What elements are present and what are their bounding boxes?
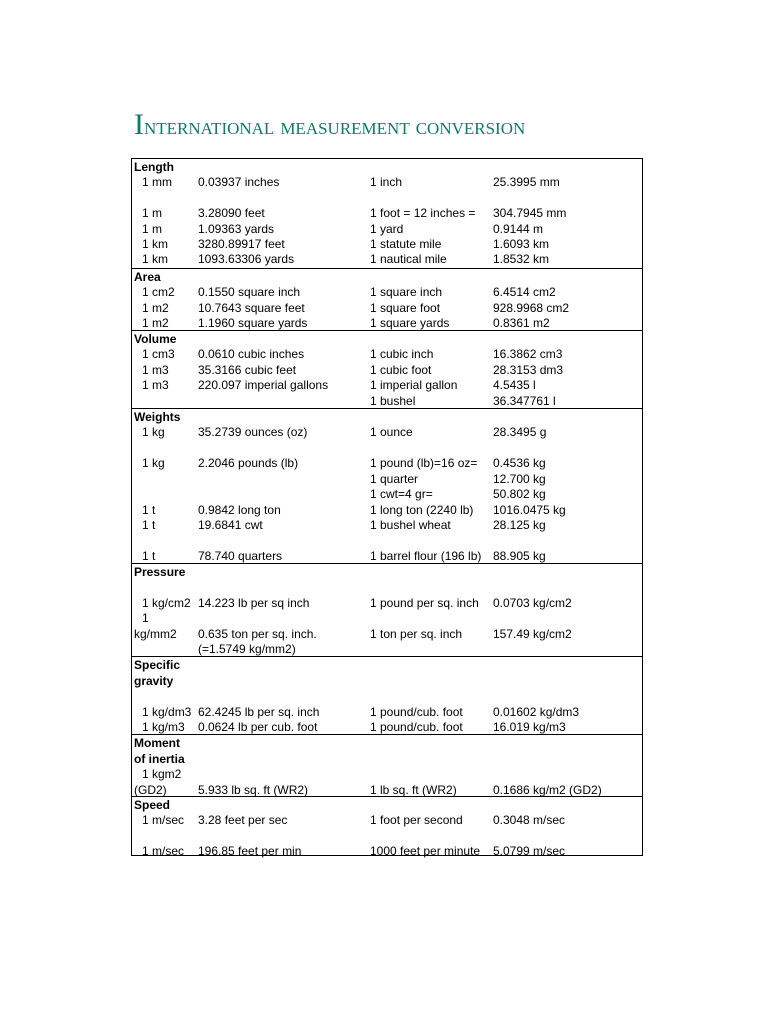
imperial-unit-cell: 1 cubic foot (370, 363, 432, 377)
table-row (132, 455, 642, 471)
table-row (132, 284, 642, 300)
section-heading: gravity (134, 674, 174, 688)
imperial-unit-cell: 1 pound/cub. foot (370, 705, 463, 719)
table-row (132, 766, 642, 782)
equivalent-cell: 19.6841 cwt (198, 518, 263, 532)
equivalent-cell: (=1.5749 kg/mm2) (198, 642, 296, 656)
imperial-unit-cell: 1 pound per sq. inch (370, 596, 479, 610)
metric-value-cell: 0.01602 kg/dm3 (493, 705, 580, 719)
imperial-unit-cell: 1 ton per sq. inch (370, 627, 463, 641)
table-row (132, 424, 642, 440)
table-row (132, 641, 642, 657)
metric-unit-cell: 1 kg/m3 (142, 720, 185, 734)
table-row (132, 719, 642, 735)
table-row (132, 174, 642, 190)
table-row (132, 843, 642, 859)
imperial-unit-cell: 1 quarter (370, 472, 419, 486)
metric-unit-cell: 1 m3 (142, 363, 169, 377)
metric-unit-cell: 1 m2 (142, 301, 169, 315)
section-heading: Moment (134, 736, 180, 750)
equivalent-cell: 0.0624 lb per cub. foot (198, 720, 318, 734)
metric-value-cell: 16.019 kg/m3 (493, 720, 566, 734)
metric-unit-cell: (GD2) (134, 783, 167, 797)
metric-unit-cell: 1 (142, 611, 149, 625)
table-row (132, 221, 642, 237)
section-heading: Area (134, 270, 161, 284)
metric-unit-cell: 1 kg/cm2 (142, 596, 191, 610)
section-area (132, 268, 642, 331)
table-row (132, 251, 642, 267)
metric-unit-cell: 1 m (142, 206, 163, 220)
metric-value-cell: 28.3495 g (493, 425, 547, 439)
metric-value-cell: 0.0703 kg/cm2 (493, 596, 572, 610)
imperial-unit-cell: 1 barrel flour (196 lb) (370, 549, 482, 563)
imperial-unit-cell: 1 square foot (370, 301, 441, 315)
imperial-unit-cell: 1 inch (370, 175, 403, 189)
table-row (132, 548, 642, 564)
metric-unit-cell: 1 kg (142, 425, 165, 439)
title-initial: I (134, 108, 144, 141)
metric-unit-cell: 1 km (142, 252, 169, 266)
metric-unit-cell: 1 m3 (142, 378, 169, 392)
table-row (132, 300, 642, 316)
imperial-unit-cell: 1 cubic inch (370, 347, 434, 361)
equivalent-cell: 220.097 imperial gallons (198, 378, 329, 392)
section-speed (132, 796, 642, 858)
imperial-unit-cell: 1 imperial gallon (370, 378, 458, 392)
equivalent-cell: 1093.63306 yards (198, 252, 295, 266)
metric-value-cell: 28.3153 dm3 (493, 363, 564, 377)
imperial-unit-cell: 1 nautical mile (370, 252, 447, 266)
metric-value-cell: 28.125 kg (493, 518, 546, 532)
equivalent-cell: 0.03937 inches (198, 175, 280, 189)
table-row (132, 362, 642, 378)
imperial-unit-cell: 1 bushel (370, 394, 416, 408)
metric-unit-cell: 1 kg/dm3 (142, 705, 192, 719)
equivalent-cell: 1.09363 yards (198, 222, 275, 236)
metric-value-cell: 4.5435 l (493, 378, 536, 392)
page-title (134, 108, 646, 148)
imperial-unit-cell: 1 foot = 12 inches = (370, 206, 476, 220)
table-row (132, 812, 642, 828)
metric-unit-cell: 1 m (142, 222, 163, 236)
imperial-unit-cell: 1 square inch (370, 285, 443, 299)
metric-value-cell: 25.3995 mm (493, 175, 560, 189)
imperial-unit-cell: 1 statute mile (370, 237, 442, 251)
imperial-unit-cell: 1 pound/cub. foot (370, 720, 463, 734)
equivalent-cell: 5.933 lb sq. ft (WR2) (198, 783, 309, 797)
metric-unit-cell: 1 mm (142, 175, 172, 189)
table-row (132, 626, 642, 642)
metric-unit-cell: 1 t (142, 549, 156, 563)
table-row (132, 471, 642, 487)
table-row (132, 205, 642, 221)
metric-unit-cell: 1 m2 (142, 316, 169, 330)
equivalent-cell: 78.740 quarters (198, 549, 283, 563)
imperial-unit-cell: 1 foot per second (370, 813, 463, 827)
metric-value-cell: 928.9968 cm2 (493, 301, 570, 315)
section-heading: Length (134, 160, 174, 174)
metric-unit-cell: 1 t (142, 503, 156, 517)
equivalent-cell: 2.2046 pounds (lb) (198, 456, 299, 470)
metric-unit-cell: 1 kg (142, 456, 165, 470)
metric-value-cell: 0.8361 m2 (493, 316, 550, 330)
section-heading: Speed (134, 798, 171, 812)
metric-value-cell: 88.905 kg (493, 549, 546, 563)
section-heading: Specific (134, 658, 181, 672)
equivalent-cell: 0.0610 cubic inches (198, 347, 305, 361)
metric-unit-cell: 1 m/sec (142, 813, 185, 827)
imperial-unit-cell: 1 long ton (2240 lb) (370, 503, 474, 517)
table-row (132, 393, 642, 409)
section-pressure (132, 563, 642, 657)
equivalent-cell: 35.2739 ounces (oz) (198, 425, 308, 439)
equivalent-cell: 0.9842 long ton (198, 503, 281, 517)
metric-value-cell: 157.49 kg/cm2 (493, 627, 572, 641)
imperial-unit-cell: 1 cwt=4 gr= (370, 487, 433, 501)
metric-value-cell: 6.4514 cm2 (493, 285, 556, 299)
metric-unit-cell: 1 km (142, 237, 169, 251)
equivalent-cell: 10.7643 square feet (198, 301, 305, 315)
table-row (132, 704, 642, 720)
metric-value-cell: 5.0799 m/sec (493, 844, 566, 858)
metric-value-cell: 16.3862 cm3 (493, 347, 563, 361)
section-heading: Volume (134, 332, 177, 346)
imperial-unit-cell: 1 yard (370, 222, 404, 236)
section-weights (132, 408, 642, 564)
section-heading: of inertia (134, 752, 185, 766)
imperial-unit-cell: 1 bushel wheat (370, 518, 451, 532)
equivalent-cell: 1.1960 square yards (198, 316, 308, 330)
metric-value-cell: 1.6093 km (493, 237, 550, 251)
equivalent-cell: 196.85 feet per min (198, 844, 302, 858)
title-rest: nternational measurement conversion (144, 114, 526, 140)
section-specific-gravity (132, 656, 642, 735)
metric-unit-cell: 1 t (142, 518, 156, 532)
table-row (132, 315, 642, 331)
equivalent-cell: 35.3166 cubic feet (198, 363, 297, 377)
metric-value-cell: 0.1686 kg/m2 (GD2) (493, 783, 602, 797)
metric-unit-cell: kg/mm2 (134, 627, 177, 641)
metric-value-cell: 50.802 kg (493, 487, 546, 501)
metric-value-cell: 36.347761 l (493, 394, 556, 408)
equivalent-cell: 0.635 ton per sq. inch. (198, 627, 317, 641)
equivalent-cell: 3.28090 feet (198, 206, 265, 220)
metric-value-cell: 304.7945 mm (493, 206, 567, 220)
equivalent-cell: 14.223 lb per sq inch (198, 596, 310, 610)
equivalent-cell: 3280.89917 feet (198, 237, 285, 251)
metric-unit-cell: 1 m/sec (142, 844, 185, 858)
imperial-unit-cell: 1 lb sq. ft (WR2) (370, 783, 457, 797)
table-row (132, 610, 642, 626)
imperial-unit-cell: 1000 feet per minute (370, 844, 481, 858)
imperial-unit-cell: 1 pound (lb)=16 oz= (370, 456, 478, 470)
table-row (132, 377, 642, 393)
table-row (132, 502, 642, 518)
equivalent-cell: 0.1550 square inch (198, 285, 301, 299)
metric-value-cell: 12.700 kg (493, 472, 546, 486)
metric-unit-cell: 1 cm2 (142, 285, 175, 299)
metric-unit-cell: 1 cm3 (142, 347, 175, 361)
conversion-table (131, 158, 643, 856)
section-volume (132, 330, 642, 409)
table-row (132, 486, 642, 502)
section-length (132, 159, 642, 268)
metric-value-cell: 0.4536 kg (493, 456, 546, 470)
metric-value-cell: 1016.0475 kg (493, 503, 566, 517)
metric-unit-cell: 1 kgm2 (142, 767, 182, 781)
section-heading: Weights (134, 410, 181, 424)
table-row (132, 346, 642, 362)
section-moment-of-inertia (132, 734, 642, 797)
equivalent-cell: 3.28 feet per sec (198, 813, 288, 827)
imperial-unit-cell: 1 ounce (370, 425, 413, 439)
table-row (132, 595, 642, 611)
equivalent-cell: 62.4245 lb per sq. inch (198, 705, 320, 719)
metric-value-cell: 1.8532 km (493, 252, 550, 266)
table-row (132, 236, 642, 252)
table-row (132, 517, 642, 533)
section-heading: Pressure (134, 565, 186, 579)
imperial-unit-cell: 1 square yards (370, 316, 450, 330)
metric-value-cell: 0.9144 m (493, 222, 544, 236)
metric-value-cell: 0.3048 m/sec (493, 813, 566, 827)
